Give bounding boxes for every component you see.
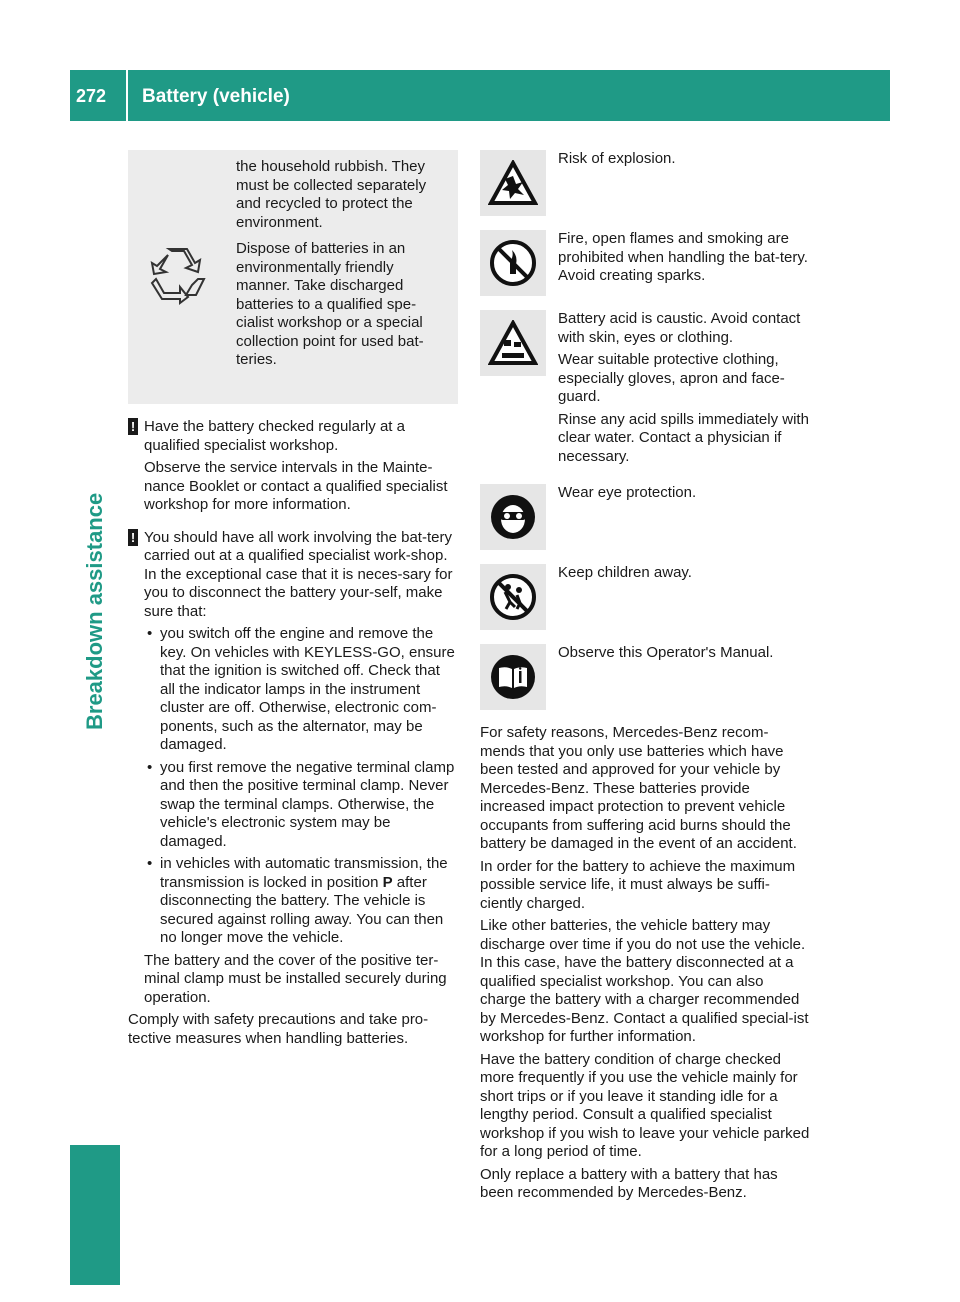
note-paragraph: Have the battery checked regularly at a qualified specialist workshop. xyxy=(144,418,405,454)
warning-eye xyxy=(480,484,812,550)
warning-text: Wear suitable protective clothing, especially gloves, apron and face-guard. xyxy=(558,351,785,405)
header-divider xyxy=(126,70,128,121)
recycle-box xyxy=(128,150,458,404)
body-paragraph: Only replace a battery with a battery that has been recommended by Mercedes-Benz. xyxy=(480,1165,778,1201)
warning-text: Keep children away. xyxy=(558,564,692,581)
left-column xyxy=(128,150,458,1052)
note-1 xyxy=(128,418,458,515)
warning-text: Rinse any acid spills immediately with clear water. Contact a physician if necessary. xyxy=(558,410,809,465)
corrosive-icon xyxy=(480,310,546,376)
manual-icon xyxy=(480,644,546,710)
bullet-text: in vehicles with automatic transmission, the transmission is locked in position xyxy=(160,855,448,891)
section-title: Battery (vehicle) xyxy=(142,86,290,107)
exclamation-icon: ! xyxy=(128,418,138,435)
right-column xyxy=(480,150,812,1207)
note-paragraph: Observe the service intervals in the Mainte-nance Booklet or contact a qualified specialist workshop for more information. xyxy=(144,459,448,513)
closing-paragraph: Comply with safety precautions and take pro-tective measures when handling batteries. xyxy=(128,1011,429,1047)
warning-text: Risk of explosion. xyxy=(558,150,676,167)
warning-text: Wear eye protection. xyxy=(558,484,697,501)
page-number: 272 xyxy=(76,86,107,106)
note-2 xyxy=(128,529,458,1008)
box-paragraph: the household rubbish. They must be collected separately and recycled to protect the environment. xyxy=(236,158,427,231)
recycle-box-text xyxy=(236,158,446,378)
note-paragraph: The battery and the cover of the positive ter-minal clamp must be installed securely during operation. xyxy=(144,951,447,1006)
bullet-item: • you first remove the negative terminal clamp and then the positive terminal clamp. Never swap the terminal clamps. Otherwise, the vehicle's electronic system may be damaged. xyxy=(160,759,458,852)
bullet-list xyxy=(144,625,458,948)
side-tab-label: Breakdown assistance xyxy=(82,492,107,730)
no-fire-icon xyxy=(480,230,546,296)
recycle-icon xyxy=(146,245,210,305)
bullet-item: • you switch off the engine and remove the key. On vehicles with KEYLESS-GO, ensure that the ignition is switched off. Check that all the indicator lamps in the instrument cluster are off. Otherwise, electronic com-ponents, such as the alternator, may be damaged. xyxy=(160,625,458,755)
bullet-item xyxy=(160,855,458,948)
eye-protection-icon xyxy=(480,484,546,550)
gear-position: P xyxy=(382,873,393,891)
warning-manual xyxy=(480,644,812,710)
body-paragraph: Like other batteries, the vehicle battery may discharge over time if you do not use the vehicle. In this case, have the battery disconnected at a qualified specialist workshop. You can also charge the battery with a charger recommended by Mercedes-Benz. Contact a qualified special-ist workshop for further information. xyxy=(480,917,809,1045)
exclamation-icon: ! xyxy=(128,529,138,546)
bullet-text: after disconnecting the battery. The vehicle is secured against rolling away. You can then no longer move the vehicle. xyxy=(160,873,444,946)
body-paragraph: Have the battery condition of charge checked more frequently if you use the vehicle mainly for short trips or if you leave it standing idle for a lengthy period. Consult a qualified specialist workshop if you wish to leave your vehicle parked for a long period of time. xyxy=(480,1050,810,1160)
body-paragraph: For safety reasons, Mercedes-Benz recom-mends that you only use batteries which have been tested and approved for your vehicle by Mercedes-Benz. These batteries provide increased impact protection to prevent vehicle occupants from suffering acid burns should the battery be damaged in the event of an accident. xyxy=(480,724,797,852)
warning-children xyxy=(480,564,812,630)
body-paragraph: In order for the battery to achieve the maximum possible service life, it must always be suffi-ciently charged. xyxy=(480,857,796,912)
warning-text: Battery acid is caustic. Avoid contact with skin, eyes or clothing. xyxy=(558,310,801,346)
warning-explosion xyxy=(480,150,812,216)
right-body xyxy=(480,724,812,1203)
explosion-icon xyxy=(480,150,546,216)
box-paragraph: Dispose of batteries in an environmentally friendly manner. Take discharged batteries to a qualified spe-cialist workshop or a special collection point for used bat-teries. xyxy=(236,240,424,368)
warning-fire xyxy=(480,230,812,296)
warning-text: Fire, open flames and smoking are prohibited when handling the bat-tery. Avoid creating sparks. xyxy=(558,230,808,284)
warning-text: Observe this Operator's Manual. xyxy=(558,644,774,661)
note-paragraph: You should have all work involving the bat-tery carried out at a qualified specialist work-shop. In the exceptional case that it is neces-sary for you to disconnect the battery your-self, make sure that: xyxy=(144,528,453,620)
warning-acid xyxy=(480,310,812,470)
side-block xyxy=(70,1145,120,1285)
no-children-icon xyxy=(480,564,546,630)
